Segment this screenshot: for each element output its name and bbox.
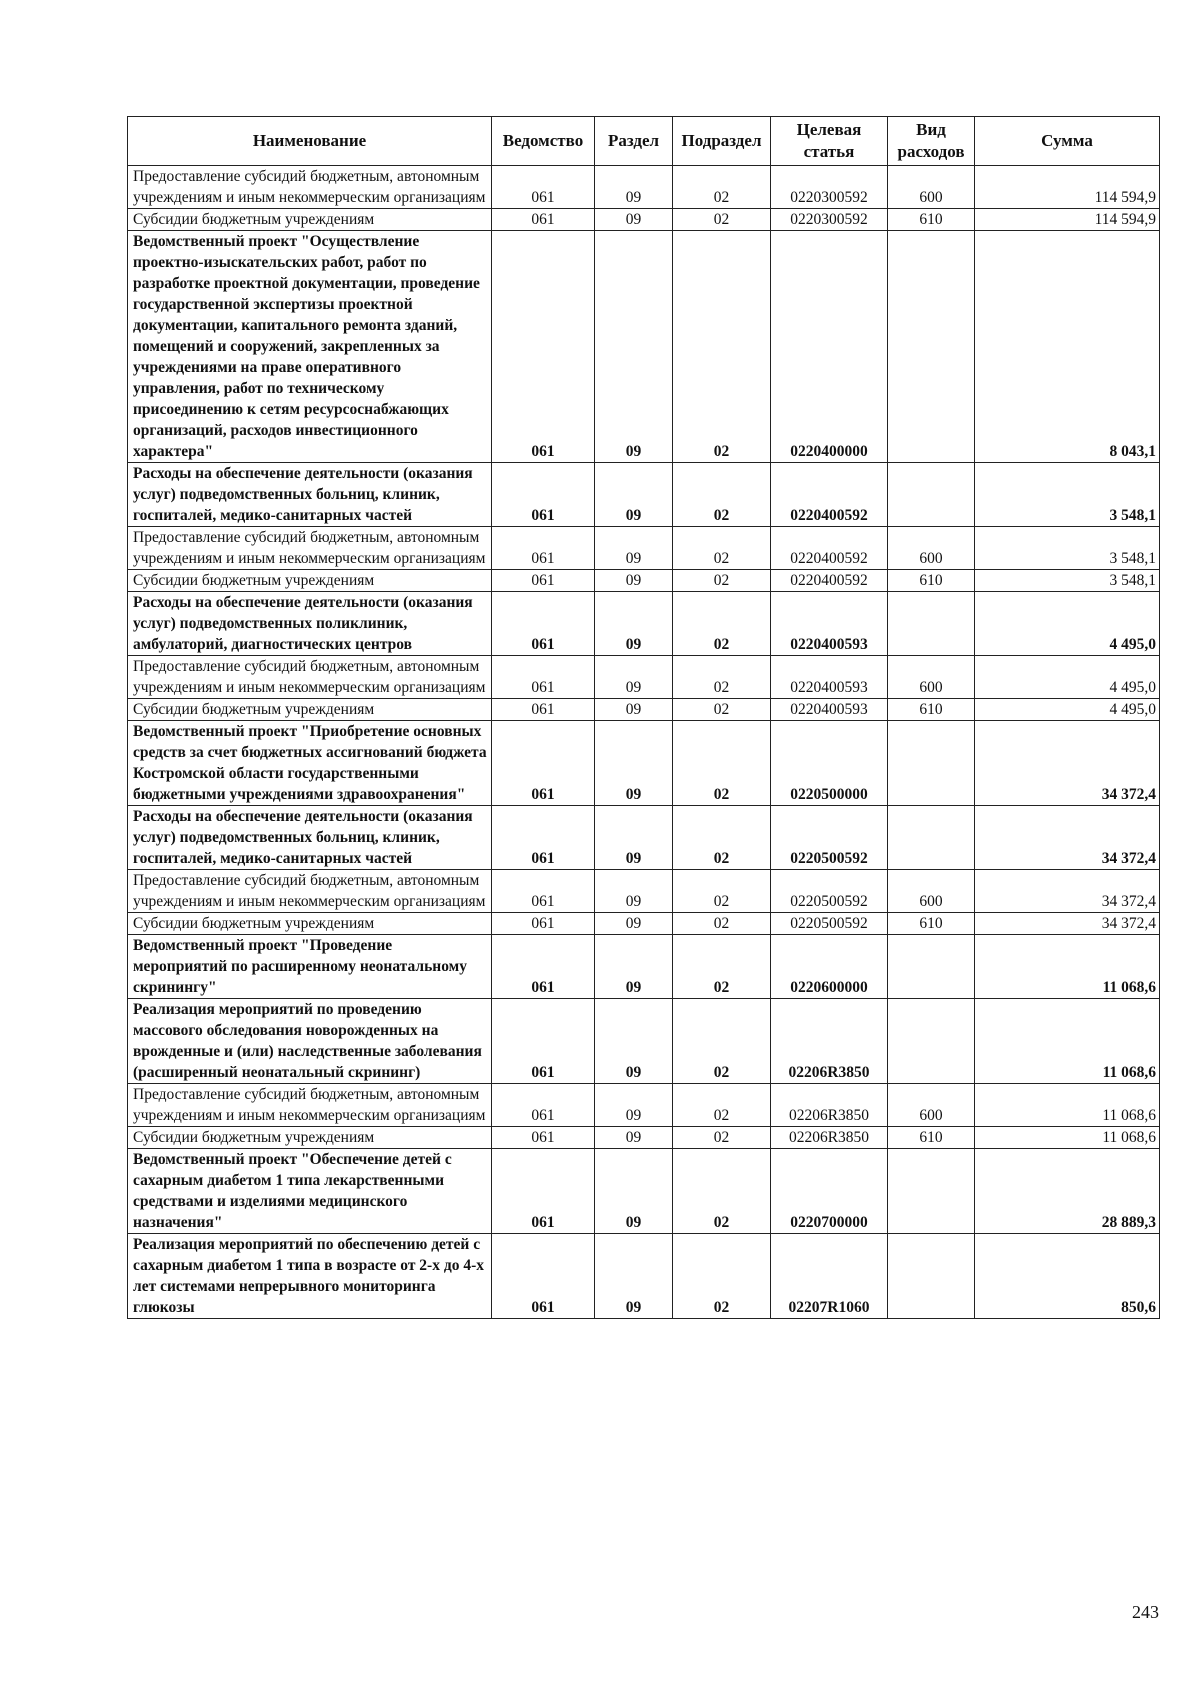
table-row xyxy=(128,592,1160,656)
table-row xyxy=(128,721,1160,806)
cell-subsection: 02 xyxy=(673,570,771,592)
cell-type xyxy=(888,1149,975,1234)
cell-dept: 061 xyxy=(492,935,595,999)
table-row xyxy=(128,913,1160,935)
cell-target: 0220300592 xyxy=(771,166,888,209)
header-type xyxy=(888,117,975,166)
cell-amount: 28 889,3 xyxy=(975,1149,1160,1234)
cell-name: Предоставление субсидий бюджетным, автономным учреждениям и иным некоммерческим организациям xyxy=(128,166,492,209)
cell-section: 09 xyxy=(595,656,673,699)
cell-subsection: 02 xyxy=(673,1127,771,1149)
cell-type xyxy=(888,999,975,1084)
cell-name: Субсидии бюджетным учреждениям xyxy=(128,1127,492,1149)
cell-target: 0220400592 xyxy=(771,463,888,527)
cell-amount: 4 495,0 xyxy=(975,592,1160,656)
table-row xyxy=(128,806,1160,870)
cell-name: Субсидии бюджетным учреждениям xyxy=(128,699,492,721)
table-row xyxy=(128,231,1160,463)
cell-subsection: 02 xyxy=(673,209,771,231)
header-row xyxy=(128,117,1160,166)
cell-type: 600 xyxy=(888,656,975,699)
table-row xyxy=(128,656,1160,699)
cell-section: 09 xyxy=(595,527,673,570)
cell-target: 0220400593 xyxy=(771,656,888,699)
cell-target: 0220400593 xyxy=(771,592,888,656)
header-dept: Ведомство xyxy=(492,117,595,166)
cell-dept: 061 xyxy=(492,209,595,231)
cell-dept: 061 xyxy=(492,570,595,592)
header-section: Раздел xyxy=(595,117,673,166)
cell-name: Ведомственный проект "Проведение мероприятий по расширенному неонатальному скринингу" xyxy=(128,935,492,999)
cell-dept: 061 xyxy=(492,592,595,656)
cell-subsection: 02 xyxy=(673,231,771,463)
cell-dept: 061 xyxy=(492,1127,595,1149)
cell-name: Расходы на обеспечение деятельности (оказания услуг) подведомственных больниц, клиник, госпиталей, медико-санитарных частей xyxy=(128,463,492,527)
cell-target: 0220500592 xyxy=(771,806,888,870)
cell-amount: 4 495,0 xyxy=(975,699,1160,721)
cell-section: 09 xyxy=(595,721,673,806)
cell-amount: 4 495,0 xyxy=(975,656,1160,699)
cell-dept: 061 xyxy=(492,913,595,935)
table-row xyxy=(128,527,1160,570)
cell-type xyxy=(888,231,975,463)
cell-section: 09 xyxy=(595,999,673,1084)
cell-dept: 061 xyxy=(492,1084,595,1127)
cell-amount: 3 548,1 xyxy=(975,570,1160,592)
cell-type: 610 xyxy=(888,570,975,592)
cell-subsection: 02 xyxy=(673,1149,771,1234)
cell-section: 09 xyxy=(595,592,673,656)
cell-subsection: 02 xyxy=(673,699,771,721)
cell-subsection: 02 xyxy=(673,1084,771,1127)
cell-subsection: 02 xyxy=(673,935,771,999)
cell-target: 02207R1060 xyxy=(771,1234,888,1319)
cell-section: 09 xyxy=(595,1234,673,1319)
cell-name: Предоставление субсидий бюджетным, автономным учреждениям и иным некоммерческим организациям xyxy=(128,656,492,699)
header-name: Наименование xyxy=(128,117,492,166)
cell-subsection: 02 xyxy=(673,656,771,699)
cell-section: 09 xyxy=(595,806,673,870)
cell-dept: 061 xyxy=(492,1234,595,1319)
cell-type: 610 xyxy=(888,1127,975,1149)
cell-type xyxy=(888,806,975,870)
cell-amount: 11 068,6 xyxy=(975,1127,1160,1149)
cell-name: Субсидии бюджетным учреждениям xyxy=(128,209,492,231)
table-row xyxy=(128,463,1160,527)
cell-type xyxy=(888,935,975,999)
cell-subsection: 02 xyxy=(673,1234,771,1319)
cell-amount: 8 043,1 xyxy=(975,231,1160,463)
cell-section: 09 xyxy=(595,463,673,527)
cell-type: 610 xyxy=(888,913,975,935)
cell-name: Реализация мероприятий по обеспечению детей с сахарным диабетом 1 типа в возрасте от 2-х до 4-х лет системами непрерывного мониторинга глюкозы xyxy=(128,1234,492,1319)
table-row xyxy=(128,570,1160,592)
cell-amount: 114 594,9 xyxy=(975,209,1160,231)
table-row xyxy=(128,1127,1160,1149)
cell-section: 09 xyxy=(595,1149,673,1234)
cell-name: Реализация мероприятий по проведению массового обследования новорожденных на врожденные и (или) наследственные заболевания (расширенный неонатальный скрининг) xyxy=(128,999,492,1084)
cell-amount: 34 372,4 xyxy=(975,913,1160,935)
table-row xyxy=(128,166,1160,209)
cell-type: 600 xyxy=(888,1084,975,1127)
cell-subsection: 02 xyxy=(673,870,771,913)
cell-subsection: 02 xyxy=(673,463,771,527)
cell-subsection: 02 xyxy=(673,527,771,570)
cell-type: 610 xyxy=(888,209,975,231)
table-row xyxy=(128,1084,1160,1127)
cell-dept: 061 xyxy=(492,656,595,699)
cell-type: 600 xyxy=(888,870,975,913)
table-row xyxy=(128,1149,1160,1234)
header-target-line1: Целевая xyxy=(796,120,862,139)
cell-subsection: 02 xyxy=(673,592,771,656)
cell-name: Субсидии бюджетным учреждениям xyxy=(128,570,492,592)
cell-name: Предоставление субсидий бюджетным, автономным учреждениям и иным некоммерческим организациям xyxy=(128,1084,492,1127)
cell-target: 0220400000 xyxy=(771,231,888,463)
cell-amount: 34 372,4 xyxy=(975,806,1160,870)
table-row xyxy=(128,935,1160,999)
cell-name: Ведомственный проект "Приобретение основных средств за счет бюджетных ассигнований бюджета Костромской области государственными бюджетными учреждениями здравоохранения" xyxy=(128,721,492,806)
cell-target: 0220400592 xyxy=(771,527,888,570)
cell-type: 610 xyxy=(888,699,975,721)
cell-target: 02206R3850 xyxy=(771,999,888,1084)
cell-name: Ведомственный проект "Осуществление проектно-изыскательских работ, работ по разработке проектной документации, проведение государственной экспертизы проектной документации, капитального ремонта зданий, помещений и сооружений, закрепленных за учреждениями на праве оперативного управления, работ по техническому присоединению к сетям ресурсоснабжающих организаций, расходов инвестиционного характера" xyxy=(128,231,492,463)
cell-subsection: 02 xyxy=(673,913,771,935)
cell-dept: 061 xyxy=(492,721,595,806)
cell-dept: 061 xyxy=(492,231,595,463)
cell-target: 0220300592 xyxy=(771,209,888,231)
cell-subsection: 02 xyxy=(673,999,771,1084)
table-row xyxy=(128,1234,1160,1319)
cell-type: 600 xyxy=(888,527,975,570)
cell-target: 0220700000 xyxy=(771,1149,888,1234)
cell-name: Расходы на обеспечение деятельности (оказания услуг) подведомственных поликлиник, амбулаторий, диагностических центров xyxy=(128,592,492,656)
cell-dept: 061 xyxy=(492,870,595,913)
cell-target: 02206R3850 xyxy=(771,1127,888,1149)
page-number: 243 xyxy=(1132,1602,1159,1622)
cell-section: 09 xyxy=(595,166,673,209)
cell-amount: 114 594,9 xyxy=(975,166,1160,209)
table-row xyxy=(128,699,1160,721)
cell-amount: 11 068,6 xyxy=(975,935,1160,999)
cell-amount: 11 068,6 xyxy=(975,999,1160,1084)
budget-table xyxy=(127,116,1160,1319)
cell-amount: 34 372,4 xyxy=(975,870,1160,913)
cell-target: 0220600000 xyxy=(771,935,888,999)
cell-dept: 061 xyxy=(492,166,595,209)
cell-name: Субсидии бюджетным учреждениям xyxy=(128,913,492,935)
cell-section: 09 xyxy=(595,935,673,999)
cell-subsection: 02 xyxy=(673,166,771,209)
cell-amount: 34 372,4 xyxy=(975,721,1160,806)
cell-name: Расходы на обеспечение деятельности (оказания услуг) подведомственных больниц, клиник, госпиталей, медико-санитарных частей xyxy=(128,806,492,870)
cell-subsection: 02 xyxy=(673,721,771,806)
cell-section: 09 xyxy=(595,913,673,935)
cell-amount: 3 548,1 xyxy=(975,527,1160,570)
cell-type xyxy=(888,1234,975,1319)
cell-amount: 850,6 xyxy=(975,1234,1160,1319)
cell-target: 02206R3850 xyxy=(771,1084,888,1127)
cell-target: 0220400593 xyxy=(771,699,888,721)
header-type-line1: Вид xyxy=(916,120,946,139)
cell-dept: 061 xyxy=(492,699,595,721)
cell-dept: 061 xyxy=(492,463,595,527)
cell-dept: 061 xyxy=(492,527,595,570)
header-type-line2: расходов xyxy=(897,142,965,161)
cell-dept: 061 xyxy=(492,806,595,870)
header-amount: Сумма xyxy=(975,117,1160,166)
cell-dept: 061 xyxy=(492,999,595,1084)
cell-name: Предоставление субсидий бюджетным, автономным учреждениям и иным некоммерческим организациям xyxy=(128,870,492,913)
cell-section: 09 xyxy=(595,1084,673,1127)
cell-dept: 061 xyxy=(492,1149,595,1234)
cell-type xyxy=(888,721,975,806)
header-subsection: Подраздел xyxy=(673,117,771,166)
cell-target: 0220500000 xyxy=(771,721,888,806)
cell-target: 0220500592 xyxy=(771,913,888,935)
cell-type: 600 xyxy=(888,166,975,209)
table-body xyxy=(128,166,1160,1319)
cell-name: Предоставление субсидий бюджетным, автономным учреждениям и иным некоммерческим организациям xyxy=(128,527,492,570)
cell-target: 0220400592 xyxy=(771,570,888,592)
cell-section: 09 xyxy=(595,1127,673,1149)
cell-type xyxy=(888,463,975,527)
cell-section: 09 xyxy=(595,209,673,231)
header-target-line2: статья xyxy=(803,142,855,161)
cell-name: Ведомственный проект "Обеспечение детей с сахарным диабетом 1 типа лекарственными средствами и изделиями медицинского назначения" xyxy=(128,1149,492,1234)
cell-section: 09 xyxy=(595,870,673,913)
table-row xyxy=(128,209,1160,231)
header-target xyxy=(771,117,888,166)
cell-target: 0220500592 xyxy=(771,870,888,913)
table-row xyxy=(128,999,1160,1084)
table-row xyxy=(128,870,1160,913)
cell-section: 09 xyxy=(595,570,673,592)
cell-amount: 11 068,6 xyxy=(975,1084,1160,1127)
cell-section: 09 xyxy=(595,231,673,463)
cell-amount: 3 548,1 xyxy=(975,463,1160,527)
cell-subsection: 02 xyxy=(673,806,771,870)
cell-type xyxy=(888,592,975,656)
cell-section: 09 xyxy=(595,699,673,721)
